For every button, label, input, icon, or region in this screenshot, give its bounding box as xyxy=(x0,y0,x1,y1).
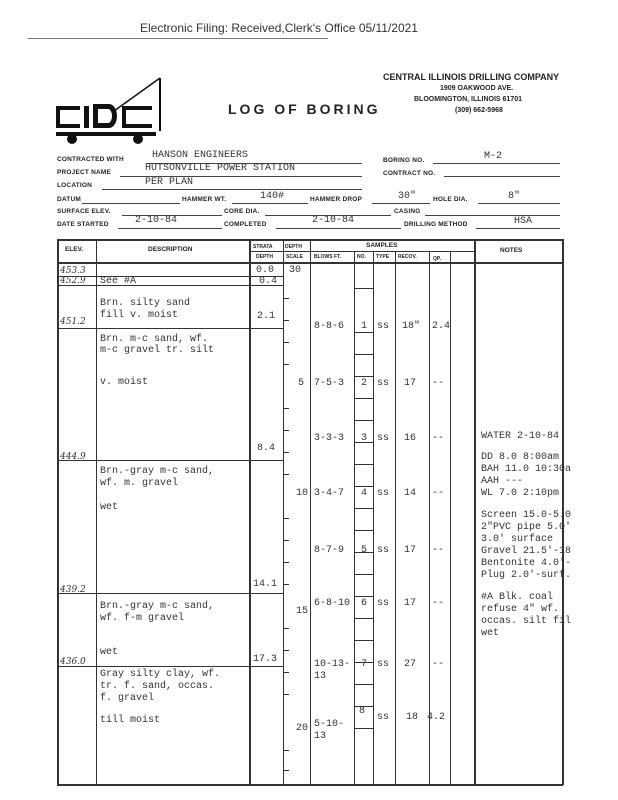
description-line: See #A xyxy=(100,276,137,287)
completed-label: COMPLETED xyxy=(224,221,267,228)
description-line: tr. f. sand, occas. xyxy=(100,681,215,692)
sample-recov: 18" xyxy=(402,321,421,332)
location-value: PER PLAN xyxy=(145,177,194,188)
col-notes: NOTES xyxy=(500,247,523,254)
sample-blows: 8-8-6 xyxy=(314,321,345,332)
note-line: refuse 4" wf. xyxy=(481,604,560,615)
note-line: BAH 11.0 10:30a xyxy=(481,464,572,475)
sample-type: ss xyxy=(377,712,390,723)
sample-no: 1 xyxy=(361,321,368,332)
sample-no: 5 xyxy=(361,545,368,556)
strata-depth: 0.4 xyxy=(259,276,278,287)
depth-scale-label: 20 xyxy=(296,723,309,734)
sample-no: 4 xyxy=(361,488,368,499)
elevation: 444.9 xyxy=(60,452,86,462)
sample-qp: 4.2 xyxy=(427,712,446,723)
description-line: Brn. silty sand xyxy=(100,298,191,309)
sample-type: ss xyxy=(377,598,390,609)
depth-scale-label: 5 xyxy=(298,378,305,389)
hammer-drop-value: 30" xyxy=(398,191,417,202)
elevation: 439.2 xyxy=(60,585,86,595)
strata-depth: 14.1 xyxy=(253,579,278,590)
drilling-method-value: HSA xyxy=(514,216,533,227)
contract-no-label: CONTRACT NO. xyxy=(383,170,436,177)
depth-scale-label: 10 xyxy=(296,488,309,499)
company-phone: (309) 662-5968 xyxy=(455,107,503,114)
note-line: WL 7.0 2:10pm xyxy=(481,488,560,499)
stamp-underline xyxy=(28,38,328,39)
depth-scale-label: 15 xyxy=(296,606,309,617)
contracted-with-value: HANSON ENGINEERS xyxy=(152,150,249,161)
note-line: wet xyxy=(481,628,500,639)
col-description: DESCRIPTION xyxy=(148,246,193,253)
sample-type: ss xyxy=(377,433,390,444)
sample-no: 2 xyxy=(361,378,368,389)
description-line: wet xyxy=(100,647,119,658)
sample-recov: 18 xyxy=(406,712,419,723)
note-line: Bentonite 4.0'- xyxy=(481,558,572,569)
col-depth-scale: SCALE xyxy=(286,254,303,260)
elevation: 453.3 xyxy=(60,266,86,276)
sample-blows-cont: 13 xyxy=(314,731,327,742)
sample-no: 7 xyxy=(361,659,368,670)
note-line: AAH --- xyxy=(481,476,524,487)
completed-line xyxy=(276,228,401,229)
strata-depth: 17.3 xyxy=(253,654,278,665)
date-started-line xyxy=(118,228,222,229)
sample-qp: 2.4 xyxy=(432,321,451,332)
sample-blows: 8-7-9 xyxy=(314,545,345,556)
project-name-label: PROJECT NAME xyxy=(57,169,112,176)
strata-depth: 0.0 xyxy=(256,265,275,276)
sample-recov: 17 xyxy=(404,545,417,556)
elevation: 451.2 xyxy=(60,317,86,327)
note-line: 3.0' surface xyxy=(481,534,554,545)
boring-no-line xyxy=(433,163,560,164)
col-samples: SAMPLES xyxy=(366,242,398,249)
description-line: till moist xyxy=(100,715,161,726)
description-line: wf. f-m gravel xyxy=(100,613,185,624)
description-line: v. moist xyxy=(100,377,149,388)
date-started-value: 2-10-84 xyxy=(135,215,178,226)
hole-dia-label: HOLE DIA. xyxy=(433,196,468,203)
sample-no: 8 xyxy=(359,706,366,717)
company-logo xyxy=(52,76,167,148)
sample-type: ss xyxy=(377,659,390,670)
note-line: occas. silt fil xyxy=(481,616,572,627)
col-recov: RECOV. xyxy=(398,254,417,260)
company-address: 1909 OAKWOOD AVE. xyxy=(440,85,514,92)
depth-scale-label: 30 xyxy=(289,265,302,276)
sample-qp: -- xyxy=(432,488,445,499)
location-label: LOCATION xyxy=(57,182,93,189)
note-line: WATER 2-10-84 xyxy=(481,431,560,442)
elevation: 436.0 xyxy=(60,657,86,667)
description-line: wet xyxy=(100,502,119,513)
boring-no-value: M-2 xyxy=(484,151,503,162)
description-line: Brn. m-c sand, wf. xyxy=(100,334,209,345)
sample-type: ss xyxy=(377,488,390,499)
sample-blows-cont: 13 xyxy=(314,671,327,682)
description-line: fill v. moist xyxy=(100,310,179,321)
sample-qp: -- xyxy=(432,378,445,389)
drilling-method-label: DRILLING METHOD xyxy=(404,221,468,228)
location-line xyxy=(102,189,362,190)
note-line: Plug 2.0'-surf. xyxy=(481,570,572,581)
date-started-label: DATE STARTED xyxy=(57,221,109,228)
col-depth: DEPTH xyxy=(285,244,302,250)
sample-qp: -- xyxy=(432,659,445,670)
drilling-method-line xyxy=(476,228,560,229)
col-blows: BLOWS FT. xyxy=(314,254,341,260)
strata-depth: 2.1 xyxy=(257,311,276,322)
col-qp: QP. xyxy=(433,256,441,262)
casing-line xyxy=(425,215,560,216)
contract-no-line xyxy=(444,176,560,177)
sample-type: ss xyxy=(377,545,390,556)
hole-dia-value: 8" xyxy=(508,191,521,202)
sample-blows: 7-5-3 xyxy=(314,378,345,389)
hammer-wt-line xyxy=(232,203,308,204)
casing-label: CASING xyxy=(394,208,421,215)
col-strata-depth: DEPTH xyxy=(256,254,273,260)
description-line: f. gravel xyxy=(100,693,155,704)
sample-blows: 3-4-7 xyxy=(314,488,345,499)
contracted-with-label: CONTRACTED WITH xyxy=(57,156,124,163)
note-line: #A Blk. coal xyxy=(481,592,554,603)
sample-type: ss xyxy=(377,378,390,389)
sample-recov: 16 xyxy=(404,433,417,444)
description-line: Brn.-gray m-c sand, xyxy=(100,601,215,612)
note-line: DD 8.0 8:00am xyxy=(481,452,560,463)
sample-qp: -- xyxy=(432,545,445,556)
strata-depth: 8.4 xyxy=(257,443,276,454)
col-type: TYPE xyxy=(376,254,390,260)
description-line: Brn.-gray m-c sand, xyxy=(100,466,215,477)
filing-stamp: Electronic Filing: Received,Clerk's Office 05/11/2021 xyxy=(140,21,418,35)
description-line: m-c gravel tr. silt xyxy=(100,345,215,356)
sample-no: 6 xyxy=(361,598,368,609)
col-no: NO. xyxy=(357,254,366,260)
hole-dia-line xyxy=(478,203,560,204)
datum-line xyxy=(82,203,180,204)
sample-blows: 6-8-10 xyxy=(314,598,351,609)
datum-label: DATUM xyxy=(57,196,81,203)
hammer-wt-value: 140# xyxy=(260,191,285,202)
sample-qp: -- xyxy=(432,433,445,444)
company-name: CENTRAL ILLINOIS DRILLING COMPANY xyxy=(383,72,560,82)
hammer-drop-line xyxy=(372,203,430,204)
hammer-wt-label: HAMMER WT. xyxy=(182,196,227,203)
description-line: wf. m. gravel xyxy=(100,478,179,489)
note-line: Screen 15.0-5.0 xyxy=(481,510,572,521)
sample-recov: 14 xyxy=(404,488,417,499)
company-city: BLOOMINGTON, ILLINOIS 61701 xyxy=(414,96,523,103)
note-line: Gravel 21.5'-18 xyxy=(481,546,572,557)
sample-blows: 5-10- xyxy=(314,719,345,730)
note-line: 2"PVC pipe 5.0' xyxy=(481,522,572,533)
sample-recov: 27 xyxy=(404,659,417,670)
description-line: Gray silty clay, wf. xyxy=(100,669,221,680)
completed-value: 2-10-84 xyxy=(312,215,355,226)
sample-blows: 10-13- xyxy=(314,659,351,670)
col-strata: STRATA xyxy=(253,244,273,250)
hammer-drop-label: HAMMER DROP xyxy=(310,196,363,203)
core-dia-label: CORE DIA. xyxy=(224,208,260,215)
project-name-value: HUTSONVILLE POWER STATION xyxy=(145,163,296,174)
sample-blows: 3-3-3 xyxy=(314,433,345,444)
boring-no-label: BORING NO. xyxy=(383,157,425,164)
surface-elev-label: SURFACE ELEV. xyxy=(57,208,111,215)
col-elev: ELEV. xyxy=(65,246,84,253)
sample-recov: 17 xyxy=(404,378,417,389)
elevation: 452.9 xyxy=(60,276,86,286)
sample-type: ss xyxy=(377,321,390,332)
page-title: LOG OF BORING xyxy=(228,101,381,117)
sample-qp: -- xyxy=(432,598,445,609)
sample-no: 3 xyxy=(361,433,368,444)
sample-recov: 17 xyxy=(404,598,417,609)
